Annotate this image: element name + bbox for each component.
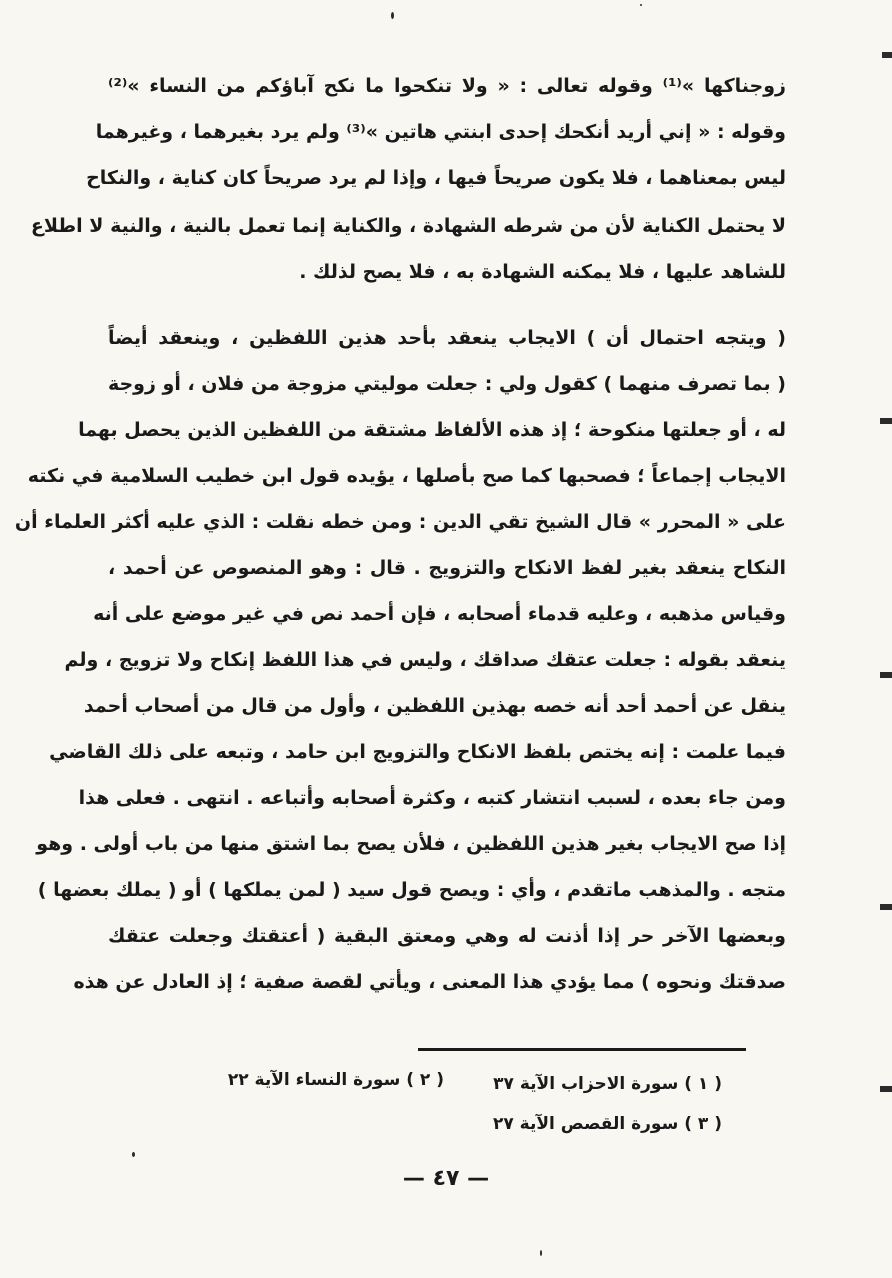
text-line: لا يحتمل الكناية لأن من شرطه الشهادة ، والكناية إنما تعمل بالنية ، والنية لا اطلاع <box>30 215 786 237</box>
text-line: ينقل عن أحمد أحد أنه خصه بهذين اللفظين ، وأول من قال من أصحاب أحمد <box>83 695 786 717</box>
text-line: فيما علمت : إنه يختص بلفظ الانكاح والتزويج ابن حامد ، وتبعه على ذلك القاضي <box>49 741 786 763</box>
text-line: على « المحرر » قال الشيخ تقي الدين : ومن خطه نقلت : الذي عليه أكثر العلماء أن <box>14 511 786 533</box>
text-line: ليس بمعناهما ، فلا يكون صريحاً فيها ، وإذا لم يرد صريحاً كان كناية ، والنكاح <box>86 167 786 189</box>
text-line: إذا صح الايجاب بغير هذين اللفظين ، فلأن يصح بما اشتق منها من باب أولى . وهو <box>36 833 786 855</box>
scan-edge-mark <box>880 1086 892 1092</box>
text-line: متجه . والمذهب ماتقدم ، وأي : ويصح قول سيد ( لمن يملكها ) أو ( يملك بعضها ) <box>37 879 786 901</box>
text-line: وقياس مذهبه ، وعليه قدماء أصحابه ، فإن أحمد نص في غير موضع على أنه <box>93 603 786 625</box>
text-line: ومن جاء بعده ، لسبب انتشار كتبه ، وكثرة أصحابه وأتباعه . انتهى . فعلى هذا <box>78 787 786 809</box>
scan-speck <box>391 12 394 19</box>
footnote-3: ( ٣ ) سورة القصص الآية ٢٧ <box>493 1114 722 1134</box>
scan-edge-mark <box>880 672 892 678</box>
footnote-1: ( ١ ) سورة الاحزاب الآية ٣٧ <box>493 1074 722 1094</box>
text-line: زوجناكها »⁽¹⁾ وقوله تعالى : « ولا تنكحوا ما نكح آباؤكم من النساء »⁽²⁾ <box>108 75 786 97</box>
footnote-2: ( ٢ ) سورة النساء الآية ٢٢ <box>227 1070 444 1090</box>
text-line: وقوله : « إني أريد أنكحك إحدى ابنتي هاتين »⁽³⁾ ولم يرد بغيرهما ، وغيرهما <box>95 121 786 143</box>
scan-edge-mark <box>880 904 892 910</box>
text-line: ( ويتجه احتمال أن ) الايجاب ينعقد بأحد هذين اللفظين ، وينعقد أيضاً <box>108 327 786 349</box>
paragraph-2 <box>14 318 786 1078</box>
scan-speck <box>540 1250 542 1256</box>
text-line: للشاهد عليها ، فلا يمكنه الشهادة به ، فلا يصح لذلك . <box>299 261 786 283</box>
scan-speck <box>132 1152 135 1157</box>
text-line: له ، أو جعلتها منكوحة ؛ إذ هذه الألفاظ مشتقة من اللفظين الذين يحصل بهما <box>78 419 786 441</box>
text-line: ينعقد بقوله : جعلت عتقك صداقك ، وليس في هذا اللفظ إنكاح ولا تزويج ، ولم <box>64 649 786 671</box>
scan-speck <box>640 4 642 6</box>
scan-edge-mark <box>882 52 892 58</box>
scan-edge-mark <box>880 418 892 424</box>
text-line: النكاح ينعقد بغير لفظ الانكاح والتزويج . قال : وهو المنصوص عن أحمد ، <box>108 557 786 579</box>
footnote-separator <box>418 1048 746 1051</box>
text-line: الايجاب إجماعاً ؛ فصحبها كما صح بأصلها ، يؤيده قول ابن خطيب السلامية في نكته <box>27 465 786 487</box>
text-line: صدقتك ونحوه ) مما يؤدي هذا المعنى ، ويأتي لقصة صفية ؛ إذ العادل عن هذه <box>73 971 786 993</box>
page-number: — ٤٧ — <box>402 1166 490 1191</box>
paragraph-1 <box>30 66 786 296</box>
text-line: وبعضها الآخر حر إذا أذنت له وهي ومعتق البقية ( أعتقتك وجعلت عتقك <box>108 925 786 947</box>
text-line: ( بما تصرف منهما ) كقول ولي : جعلت موليتي مزوجة من فلان ، أو زوجة <box>107 373 786 395</box>
